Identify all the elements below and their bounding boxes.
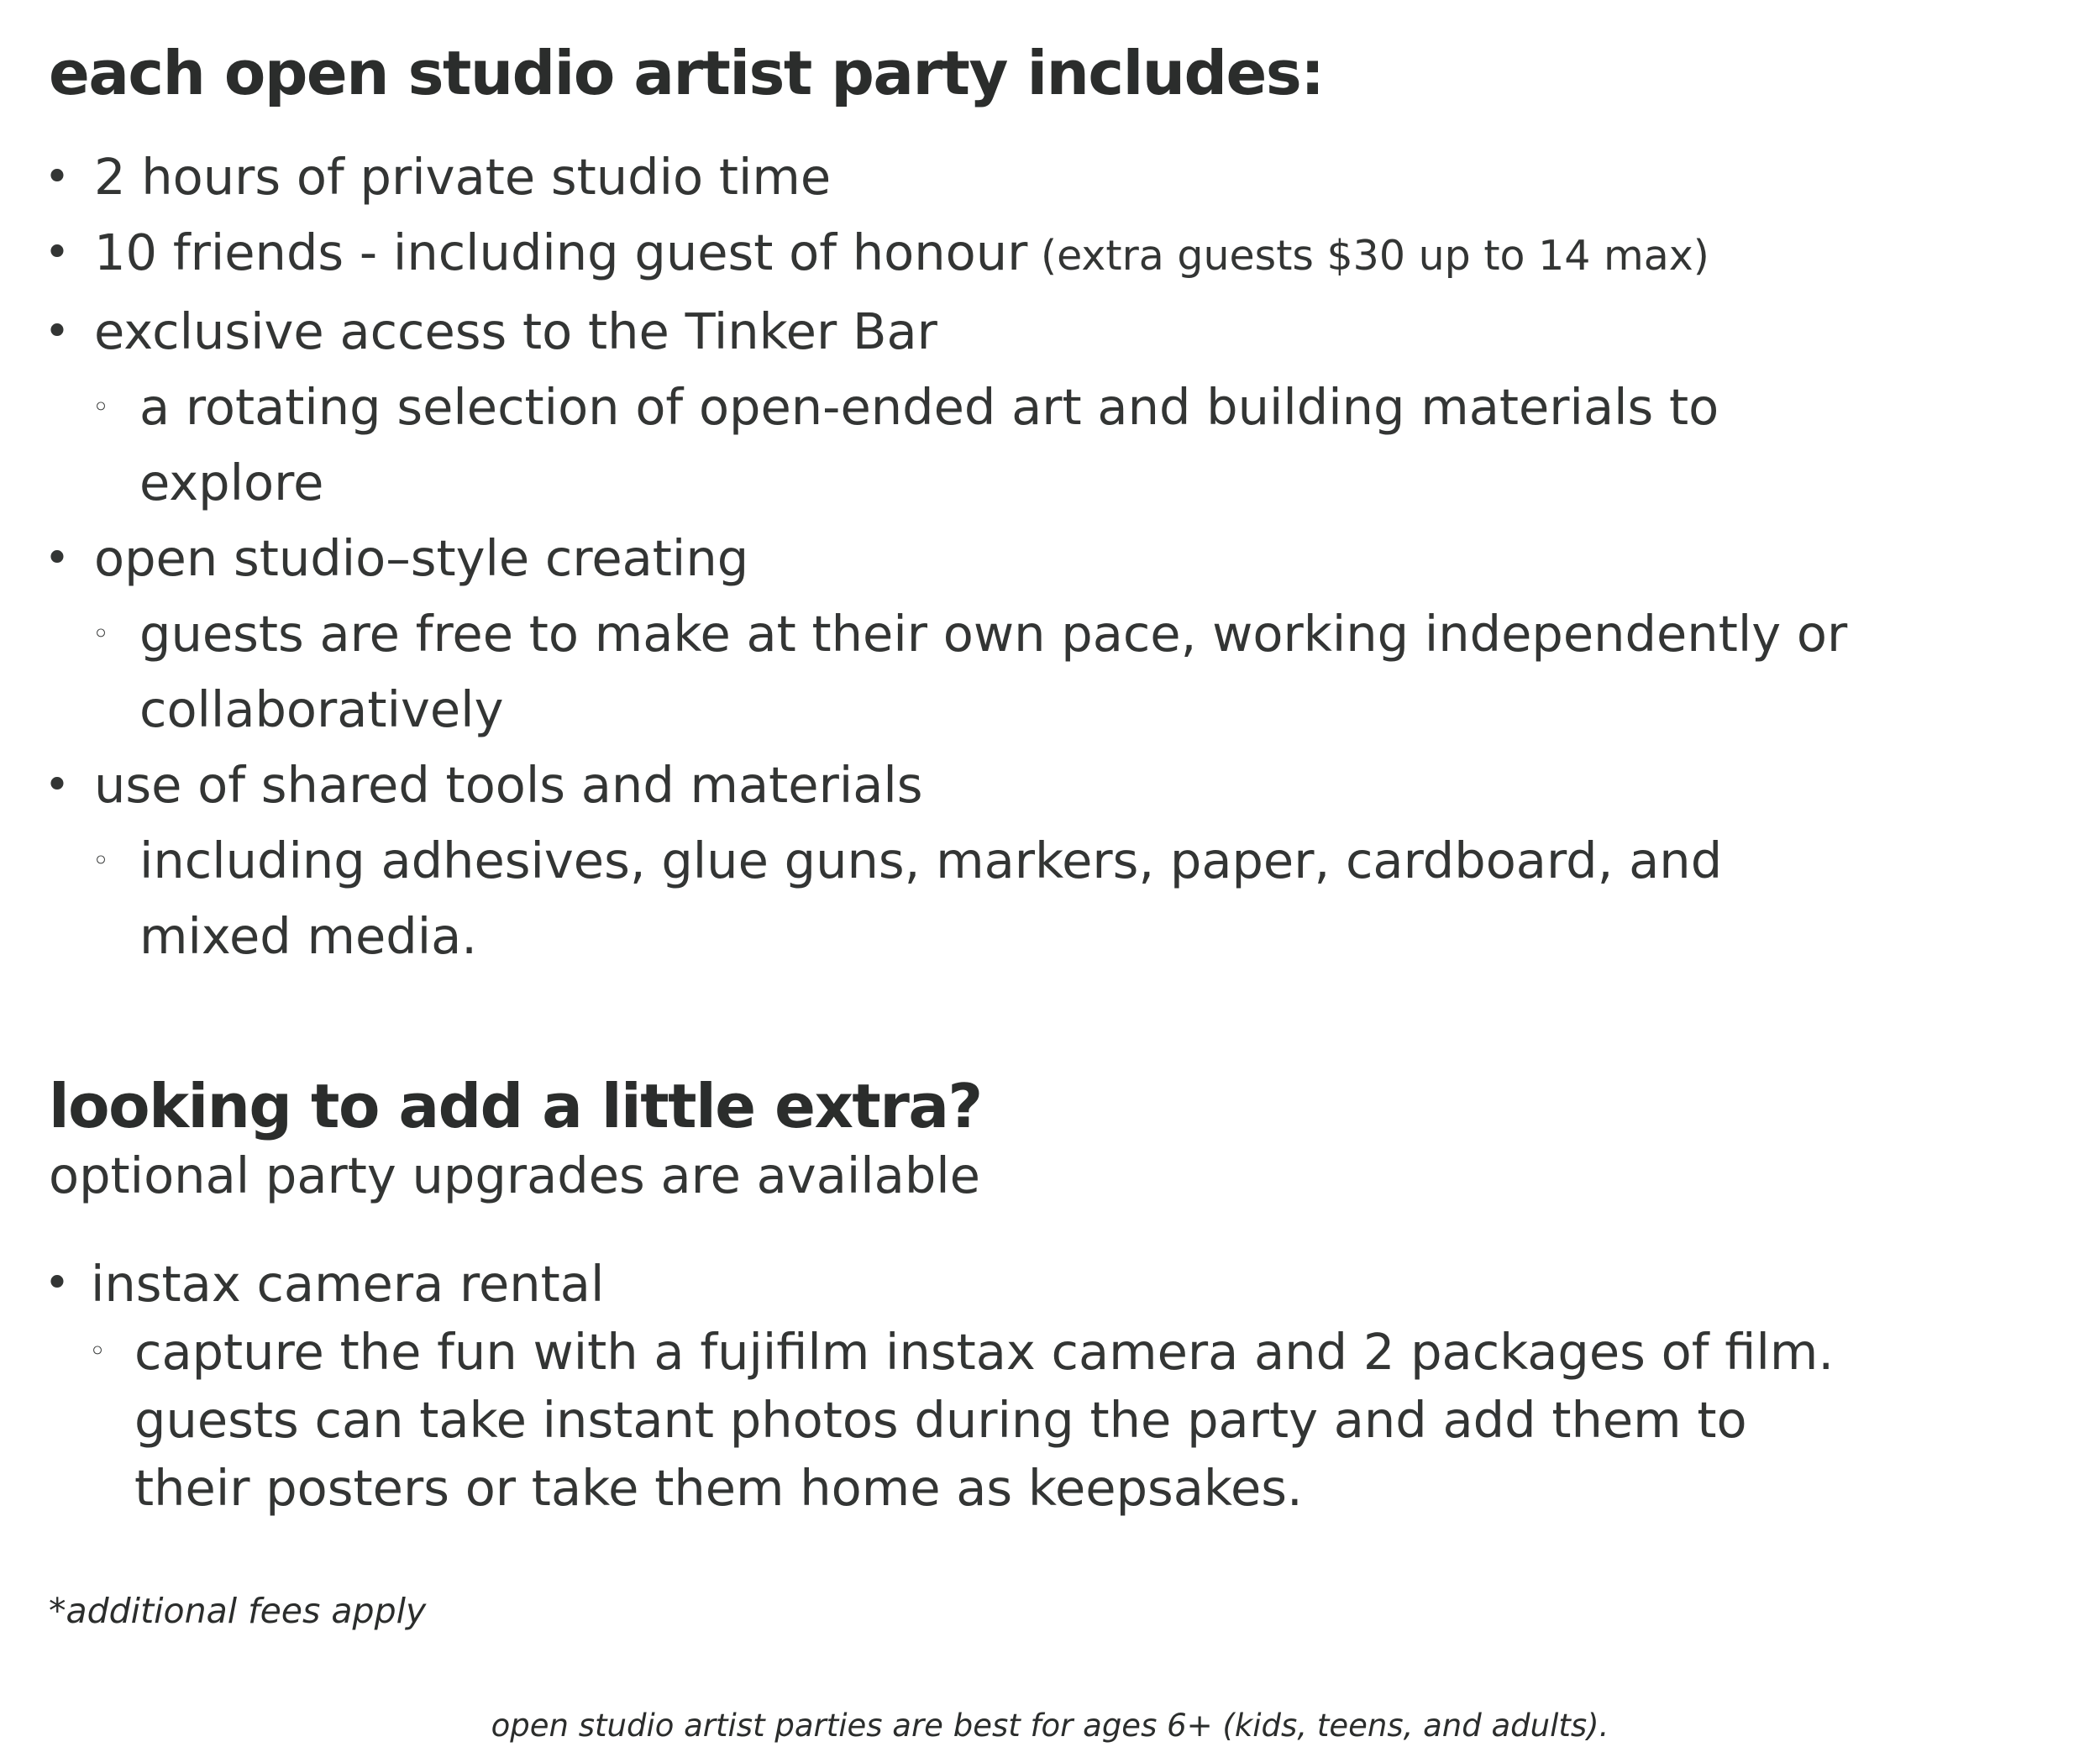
sub-list-item bbox=[0, 370, 1847, 445]
sub-list-item-continuation bbox=[0, 445, 1847, 521]
list-item-text: including adhesives, glue guns, markers, paper, cardboard, and bbox=[139, 832, 1723, 889]
extra-guests-note: (extra guests $30 up to 14 max) bbox=[1027, 232, 1709, 280]
list-item-text: use of shared tools and materials bbox=[94, 756, 923, 814]
bullet-icon: • bbox=[44, 533, 71, 584]
bullet-icon: • bbox=[44, 152, 71, 202]
ages-footer-note: open studio artist parties are best for ages 6+ (kids, teens, and adults). bbox=[491, 1708, 1609, 1744]
list-item bbox=[0, 1250, 1834, 1318]
list-item bbox=[0, 748, 1847, 823]
sub-list-item-continuation bbox=[0, 1454, 1834, 1522]
upgrades-heading: looking to add a little extra? bbox=[49, 1071, 982, 1141]
list-item-text: instax camera rental bbox=[91, 1255, 605, 1313]
sub-bullet-icon: ◦ bbox=[92, 844, 110, 878]
bullet-icon: • bbox=[44, 228, 71, 278]
list-item bbox=[0, 139, 1847, 215]
bullet-icon: • bbox=[44, 760, 71, 811]
sub-list-item bbox=[0, 1318, 1834, 1386]
list-item-text: explore bbox=[139, 454, 324, 512]
list-item-text: exclusive access to the Tinker Bar bbox=[94, 302, 937, 360]
list-item-text: their posters or take them home as keepsakes. bbox=[134, 1459, 1303, 1517]
upgrades-list bbox=[0, 1250, 1834, 1522]
sub-bullet-icon: ◦ bbox=[92, 617, 110, 651]
sub-list-item-continuation bbox=[0, 672, 1847, 748]
list-item-text: capture the fun with a fujifilm instax camera and 2 packages of film. bbox=[134, 1323, 1835, 1381]
list-item-text: guests can take instant photos during the party and add them to bbox=[134, 1391, 1747, 1449]
list-item bbox=[0, 294, 1847, 370]
list-item-text: mixed media. bbox=[139, 907, 477, 965]
upgrades-subheading: optional party upgrades are available bbox=[49, 1146, 980, 1204]
includes-list bbox=[0, 139, 1847, 974]
sub-list-item bbox=[0, 823, 1847, 899]
list-item bbox=[0, 521, 1847, 596]
list-item-text: guests are free to make at their own pace, working independently or bbox=[139, 605, 1848, 663]
list-item bbox=[0, 215, 1847, 294]
sub-list-item bbox=[0, 596, 1847, 672]
list-item-text: a rotating selection of open-ended art and building materials to bbox=[139, 378, 1719, 436]
list-item-text: 2 hours of private studio time bbox=[94, 148, 832, 206]
sub-bullet-icon: ◦ bbox=[92, 391, 110, 424]
bullet-icon: • bbox=[44, 307, 71, 357]
includes-heading: each open studio artist party includes: bbox=[49, 38, 1324, 108]
bullet-icon: • bbox=[44, 1258, 71, 1309]
sub-list-item-continuation bbox=[0, 1386, 1834, 1454]
sub-list-item-continuation bbox=[0, 899, 1847, 974]
list-item-text: open studio–style creating bbox=[94, 529, 749, 587]
sub-bullet-icon: ◦ bbox=[88, 1335, 107, 1368]
additional-fees-note: *additional fees apply bbox=[49, 1591, 427, 1631]
list-item-text: collaboratively bbox=[139, 680, 504, 738]
list-item-text: 10 friends - including guest of honour bbox=[94, 223, 1028, 281]
